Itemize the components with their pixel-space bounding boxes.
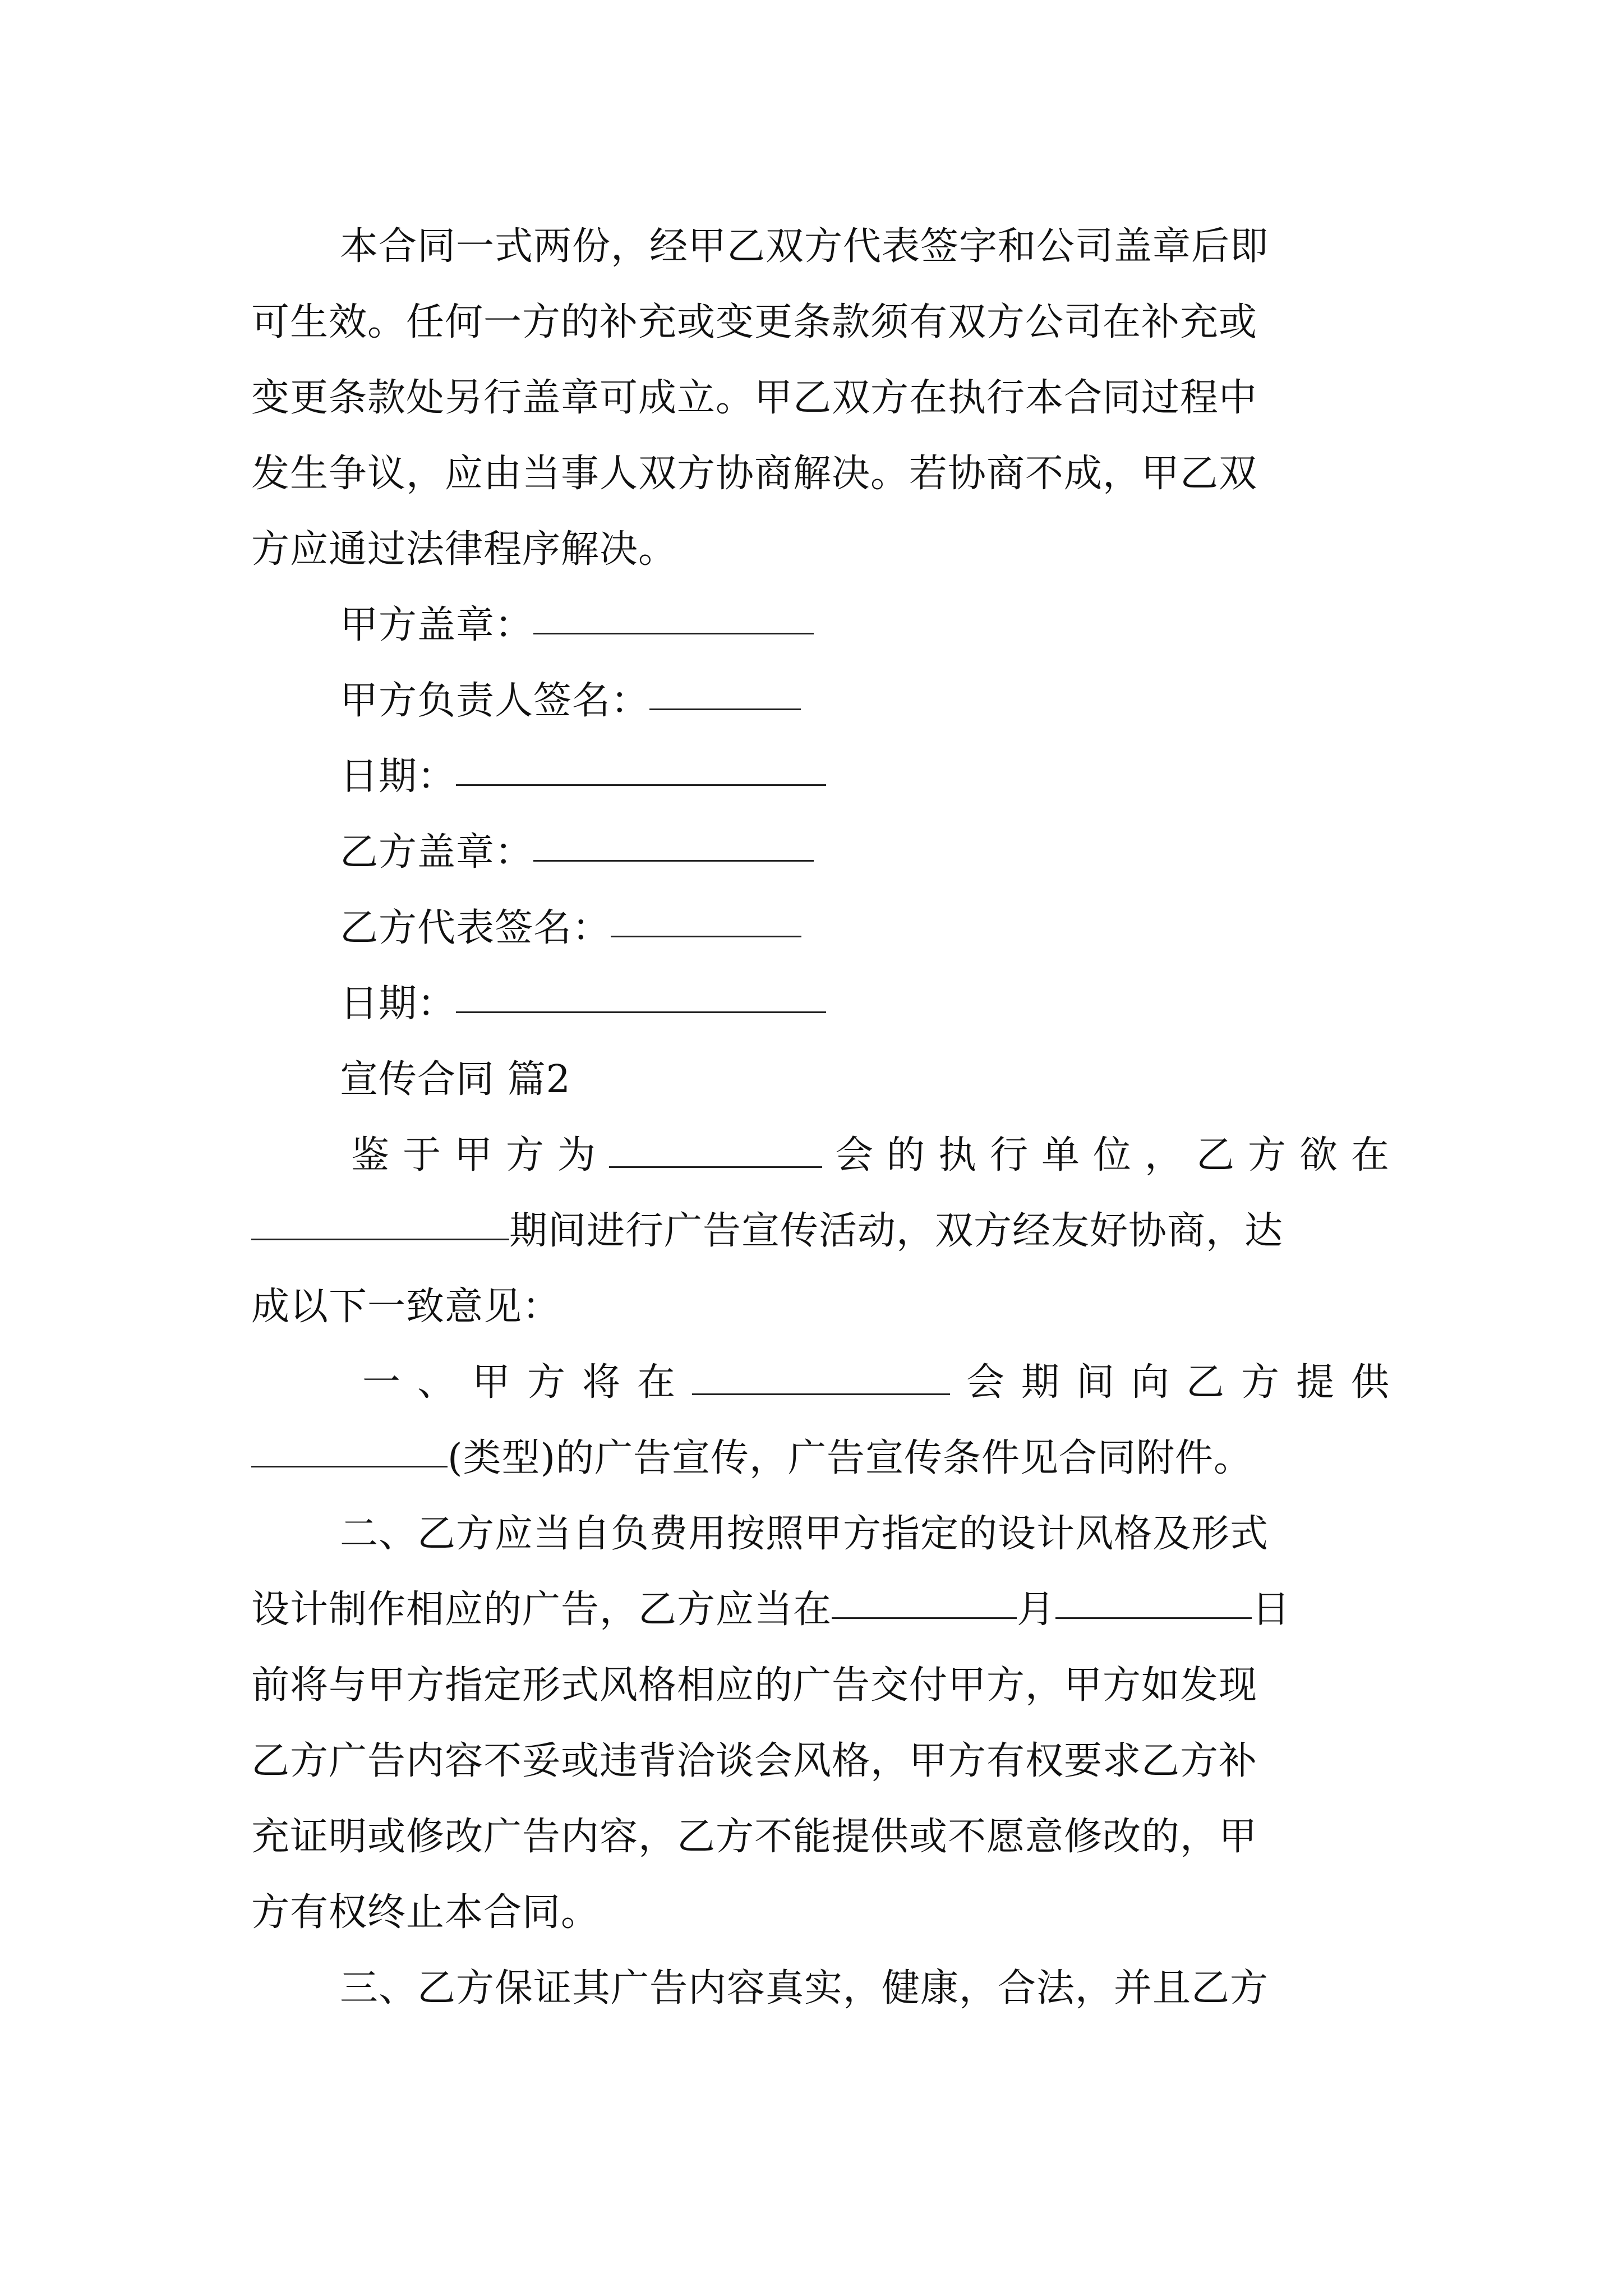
- fill-blank: [251, 1466, 448, 1467]
- word: 位: [1092, 1133, 1132, 1177]
- clause-2-line: 二、乙方应当自负费用按照甲方指定的设计风格及形式: [340, 1512, 1269, 1556]
- fill-blank: [611, 936, 801, 937]
- fill-blank: [533, 860, 814, 862]
- word: ，: [1144, 1133, 1183, 1177]
- field-label: 日期：: [340, 754, 457, 799]
- clause-3-line: 三、乙方保证其广告内容真实，健康，合法，并且乙方: [340, 1966, 1269, 2010]
- section-heading: 宣传合同 篇2: [340, 1057, 571, 1102]
- word: 甲: [454, 1133, 494, 1177]
- signature-field-party-b-rep: [340, 890, 1478, 966]
- word: 的: [886, 1133, 925, 1177]
- fill-blank: [692, 1393, 950, 1395]
- word: 行: [989, 1133, 1029, 1177]
- fill-blank: [649, 708, 801, 710]
- signature-field-date-b: [340, 966, 1478, 1042]
- field-label: 日期：: [340, 982, 457, 1026]
- word: 向: [1131, 1360, 1170, 1405]
- word: 方: [1247, 1133, 1287, 1177]
- signature-field-party-b-seal: [340, 815, 1478, 890]
- intro-line: [251, 1193, 1390, 1269]
- word: 甲: [472, 1360, 511, 1405]
- fill-blank: [456, 784, 826, 786]
- clause-1-line: [251, 1420, 1390, 1496]
- word: 执: [938, 1133, 977, 1177]
- paragraph-line: 变更条款处另行盖章可成立。甲乙双方在执行本合同过程中: [251, 376, 1258, 420]
- clause-1-line-justified: [362, 1345, 1390, 1420]
- word: 、: [417, 1360, 457, 1405]
- word: 为: [557, 1133, 597, 1177]
- word: 一: [362, 1360, 402, 1405]
- word: 欲: [1299, 1133, 1338, 1177]
- word: 方: [527, 1360, 566, 1405]
- fill-blank: [1055, 1617, 1252, 1619]
- paragraph-line: 方应通过法律程序解决。: [251, 527, 677, 572]
- paragraph-line: 本合同一式两份，经甲乙双方代表签字和公司盖章后即: [340, 224, 1269, 269]
- word: 方: [506, 1133, 545, 1177]
- word: 会: [966, 1360, 1005, 1405]
- signature-field-date-a: [340, 739, 1478, 815]
- word: 期: [1021, 1360, 1060, 1405]
- word: 提: [1295, 1360, 1335, 1405]
- clause-2-line: 乙方广告内容不妥或违背洽谈会风格，甲方有权要求乙方补: [251, 1739, 1258, 1783]
- word: 乙: [1196, 1133, 1235, 1177]
- line-text: 期间进行广告宣传活动，双方经友好协商，达: [509, 1209, 1284, 1253]
- field-label: 乙方代表签名：: [340, 906, 611, 950]
- clause-2-line: [251, 1572, 1390, 1648]
- intro-line-justified: [351, 1117, 1390, 1193]
- fill-blank: [609, 1166, 822, 1168]
- word: 鉴: [351, 1133, 390, 1177]
- word: 会: [834, 1133, 874, 1177]
- field-label: 甲方负责人签名：: [340, 679, 650, 723]
- paragraph-line: 发生争议，应由当事人双方协商解决。若协商不成，甲乙双: [251, 452, 1258, 496]
- word: 在: [637, 1360, 676, 1405]
- month-label: 月: [1017, 1588, 1056, 1632]
- field-label: 甲方盖章：: [340, 603, 534, 647]
- word: 将: [582, 1360, 621, 1405]
- day-label: 日: [1252, 1588, 1291, 1632]
- line-text: 设计制作相应的广告，乙方应当在: [251, 1588, 832, 1632]
- paragraph-line: 可生效。任何一方的补充或变更条款须有双方公司在补充或: [251, 300, 1258, 344]
- word: 于: [403, 1133, 442, 1177]
- line-text: (类型)的广告宣传，广告宣传条件见合同附件。: [448, 1436, 1253, 1480]
- field-label: 乙方盖章：: [340, 830, 534, 875]
- word: 乙: [1186, 1360, 1225, 1405]
- clause-2-line: 方有权终止本合同。: [251, 1890, 600, 1935]
- word: 方: [1241, 1360, 1280, 1405]
- clause-2-line: 前将与甲方指定形式风格相应的广告交付甲方，甲方如发现: [251, 1663, 1258, 1708]
- fill-blank: [533, 633, 814, 634]
- word: 供: [1350, 1360, 1390, 1405]
- fill-blank: [251, 1239, 509, 1240]
- signature-field-party-a-signatory: [340, 663, 1478, 739]
- intro-line: 成以下一致意见：: [251, 1285, 561, 1329]
- word: 单: [1041, 1133, 1080, 1177]
- signature-field-party-a-seal: [340, 587, 1478, 663]
- word: 间: [1076, 1360, 1115, 1405]
- clause-2-line: 充证明或修改广告内容，乙方不能提供或不愿意修改的，甲: [251, 1815, 1258, 1859]
- fill-blank: [456, 1011, 826, 1013]
- word: 在: [1350, 1133, 1390, 1177]
- fill-blank: [832, 1617, 1017, 1619]
